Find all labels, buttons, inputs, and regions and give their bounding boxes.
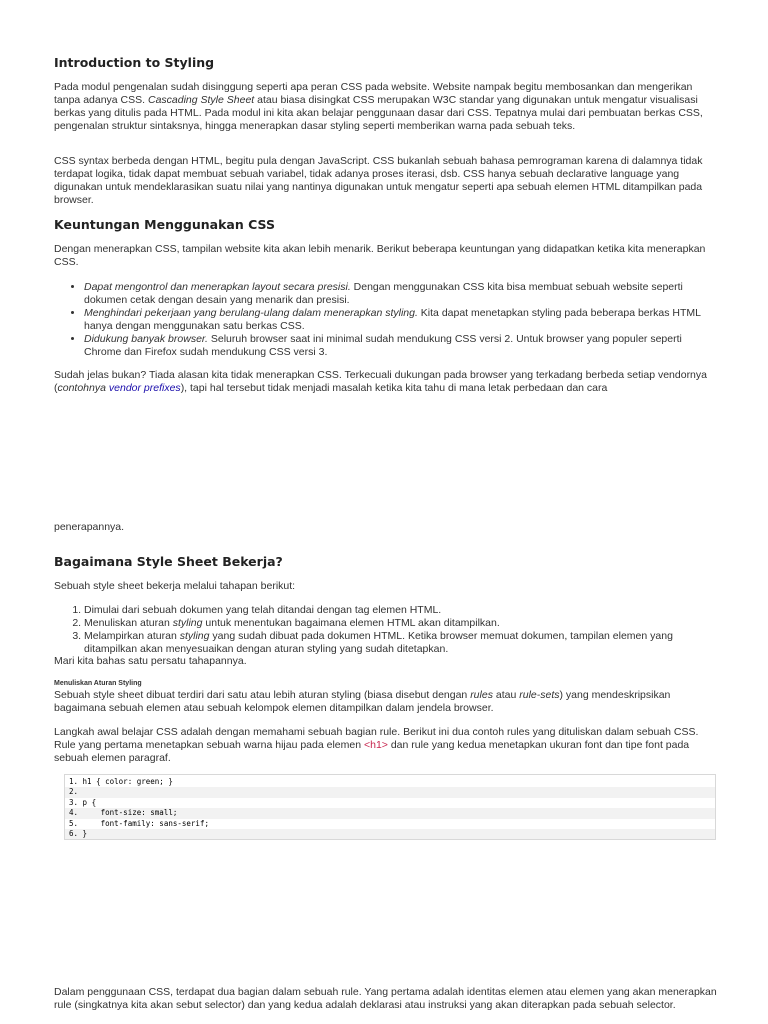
code-line: 2. bbox=[65, 787, 715, 797]
step-emphasis: styling bbox=[179, 630, 210, 642]
heading-keuntungan: Keuntungan Menggunakan CSS bbox=[54, 217, 275, 232]
langkah-text-rest: dan rule yang kedua menetapkan ukuran font dan tipe font pada sebuah elemen paragraf. bbox=[54, 739, 690, 764]
outro-text: Sudah jelas bukan? Tiada alasan kita tidak menerapkan CSS. Terkecuali dukungan pada browser yang terkadang berbeda setiap vendornya ( bbox=[54, 369, 707, 394]
step-text-rest: yang sudah dibuat pada dokumen HTML. Ketika browser memuat dokumen, tampilan elemen yang ditampilkan akan menyesuaikan dengan aturan styling yang sudah ditetapkan. bbox=[84, 630, 673, 655]
paragraph-intro-1 bbox=[54, 81, 718, 133]
list-item-emphasis: Dapat mengontrol dan menerapkan layout secara presisi. bbox=[84, 281, 351, 293]
outro-emphasis: contohnya bbox=[57, 382, 106, 394]
intro-1-emphasis: Cascading Style Sheet bbox=[147, 94, 255, 106]
outro-text-rest: ), tapi hal tersebut tidak menjadi masalah ketika kita tahu di mana letak perbedaan dan cara bbox=[180, 382, 608, 394]
benefits-list bbox=[54, 281, 718, 359]
heading-introduction: Introduction to Styling bbox=[54, 55, 215, 70]
list-item bbox=[84, 307, 718, 333]
list-item bbox=[84, 617, 718, 630]
rules-text-rest: ) yang mendeskripsikan bagaimana sebuah elemen atau sebuah kelompok elemen ditampilkan dalam jendela browser. bbox=[54, 689, 671, 714]
paragraph-langkah bbox=[54, 726, 718, 765]
subheading-menuliskan: Menuliskan Aturan Styling bbox=[54, 680, 142, 687]
step-text: Menuliskan aturan bbox=[84, 617, 173, 629]
list-item bbox=[84, 281, 718, 307]
rule-sets-emphasis: rule-sets bbox=[519, 689, 560, 701]
step-text: Dimulai dari sebuah dokumen yang telah ditandai dengan tag elemen HTML. bbox=[84, 604, 442, 616]
list-item bbox=[84, 604, 718, 617]
rules-emphasis: rules bbox=[470, 689, 493, 701]
paragraph-keuntungan-outro bbox=[54, 369, 718, 395]
vendor-prefixes-link[interactable]: vendor prefixes bbox=[108, 382, 181, 394]
code-line: 1. h1 { color: green; } bbox=[69, 777, 173, 786]
intro-1-text: Pada modul pengenalan sudah disinggung seperti apa peran CSS pada website. Website nampak begitu membosankan dan mengerikan tanpa adanya CSS. bbox=[54, 81, 693, 106]
intro-1-text-rest: atau biasa disingkat CSS merupakan W3C standar yang digunakan untuk mengatur visualisasi berkas yang ditulis pada HTML. Pada modul ini kita akan belajar penggunaan dasar dari CSS. Tepatnya mulai dari pembuatan berkas CSS, pengenalan struktur sintaksnya, hingga menerapkan dasar styling seperti memberikan warna pada sebuah teks. bbox=[54, 94, 703, 132]
steps-list bbox=[54, 604, 718, 656]
inline-code-h1: <h1> bbox=[363, 739, 388, 751]
paragraph-final: Dalam penggunaan CSS, terdapat dua bagian dalam sebuah rule. Yang pertama adalah identitas elemen atau elemen yang akan menerapkan rule (singkatnya kita akan sebut selector) dan yang kedua adalah deklarasi atau instruksi yang akan diterapkan pada sebuah selector. bbox=[54, 986, 717, 1011]
list-item-emphasis: Didukung banyak browser. bbox=[84, 333, 208, 345]
code-line: 4. font-size: small; bbox=[65, 808, 715, 818]
code-block bbox=[64, 774, 716, 840]
step-text-rest: untuk menentukan bagaimana elemen HTML akan ditampilkan. bbox=[202, 617, 500, 629]
list-item-text: Dengan menggunakan CSS kita bisa membuat sebuah website seperti dokumen cetak dengan desain yang menarik dan presisi. bbox=[84, 281, 683, 306]
list-item bbox=[84, 333, 718, 359]
rules-text: Sebuah style sheet dibuat terdiri dari satu atau lebih aturan styling (biasa disebut dengan bbox=[54, 689, 471, 701]
step-emphasis: styling bbox=[172, 617, 203, 629]
list-item-text: Kita dapat menetapkan styling pada beberapa berkas HTML hanya dengan menggunakan satu berkas CSS. bbox=[84, 307, 701, 332]
paragraph-keuntungan-intro: Dengan menerapkan CSS, tampilan website kita akan lebih menarik. Berikut beberapa keuntungan yang didapatkan ketika kita menerapkan CSS. bbox=[54, 243, 706, 268]
paragraph-intro-2: CSS syntax berbeda dengan HTML, begitu pula dengan JavaScript. CSS bukanlah sebuah bahasa pemrograman karena di dalamnya tidak terdapat logika, tidak dapat membuat sebuah variabel, tidak adanya proses iterasi, dsb. CSS hanya sebuah declarative language yang digunakan untuk mendeklarasikan suatu nilai yang nantinya digunakan untuk mengatur seperti apa sebuah elemen HTML ditampilkan pada browser. bbox=[54, 155, 703, 206]
list-item-text: Seluruh browser saat ini minimal sudah mendukung CSS versi 2. Untuk browser yang populer seperti Chrome dan Firefox sudah mendukung CSS versi 3. bbox=[84, 333, 682, 358]
heading-bagaimana: Bagaimana Style Sheet Bekerja? bbox=[54, 554, 283, 569]
paragraph-bagaimana-intro: Sebuah style sheet bekerja melalui tahapan berikut: bbox=[54, 580, 296, 592]
code-line: 5. font-family: sans-serif; bbox=[69, 818, 209, 828]
step-text: Melampirkan aturan bbox=[84, 630, 180, 642]
code-line: 3. p { bbox=[69, 797, 97, 807]
paragraph-rules bbox=[54, 689, 718, 715]
rules-text-mid: atau bbox=[492, 689, 520, 701]
paragraph-after-steps: Mari kita bahas satu persatu tahapannya. bbox=[54, 655, 247, 667]
code-line: 6. } bbox=[65, 829, 715, 839]
langkah-text: Langkah awal belajar CSS adalah dengan memahami sebuah bagian rule. Berikut ini dua contoh rules yang dituliskan dalam sebuah CSS. Rule yang pertama menetapkan sebuah warna hijau pada elemen bbox=[54, 726, 699, 751]
list-item-emphasis: Menghindari pekerjaan yang berulang-ulang dalam menerapkan styling. bbox=[84, 307, 418, 319]
paragraph-continuation: penerapannya. bbox=[54, 521, 125, 533]
list-item bbox=[84, 630, 718, 656]
